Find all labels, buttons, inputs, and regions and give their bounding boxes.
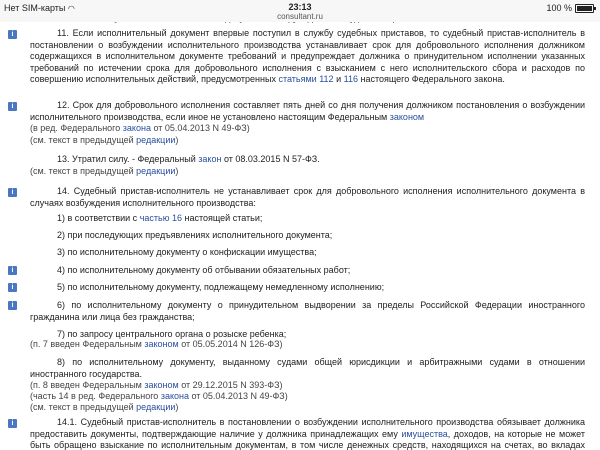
previous-edition-note: (см. текст в предыдущей редакции) [30,135,179,145]
info-icon[interactable]: i [8,419,17,428]
previous-edition-note: (см. текст в предыдущей редакции) [30,402,179,412]
link-article-112[interactable]: статьями 112 [278,74,334,84]
link-law[interactable]: закона [122,123,151,133]
link-law[interactable]: закон [198,154,222,164]
info-icon[interactable]: i [8,301,17,310]
status-bar [0,0,600,22]
edition-note: (п. 7 введен Федеральным законом от 05.05.2014 N 126-ФЗ) [30,339,283,349]
previous-edition-note: (см. текст в предыдущей редакции) [30,166,179,176]
info-icon[interactable]: i [8,283,17,292]
link-previous-edition[interactable]: редакции [136,166,176,176]
info-icon[interactable]: i [8,266,17,275]
link-previous-edition[interactable]: редакции [136,135,176,145]
link-law[interactable]: законом [389,111,425,122]
clock: 23:13 [288,2,312,12]
info-icon[interactable]: i [8,30,17,39]
link-part-16[interactable]: частью 16 [139,213,182,223]
link-previous-edition[interactable]: редакции [136,402,176,412]
link-law[interactable]: закона [160,391,189,401]
wifi-icon: ◠ [67,4,75,13]
battery-indicator: 100 % [546,3,594,13]
link-law[interactable]: законом [144,380,179,390]
cut-off-text [30,22,585,25]
link-law[interactable]: законом [144,339,179,349]
edition-note: (п. 8 введен Федеральным законом от 29.12.2015 N 393-ФЗ) [30,380,283,390]
edition-note: (в ред. Федерального закона от 05.04.2013 N 49-ФЗ) [30,123,250,133]
address-bar[interactable]: consultant.ru [277,12,323,21]
info-icon[interactable]: i [8,102,17,111]
edition-note: (часть 14 в ред. Федерального закона от 05.04.2013 N 49-ФЗ) [30,391,288,401]
battery-icon [575,4,594,13]
document-content[interactable]: i 11. Если исполнительный документ впервые поступил в службу судебных приставов, то судебный пристав-исполнитель в постановлении о возбуждении исполнительного производства устанавливает срок для добровольного исполнения должником содержащихся в исполнительном документе требований и предупреждает должника о принудительном исполнении указанных требований по истечении срока для добровольного исполнения с взысканием с него исполнительского сбора и расходов по совершению исполнительных действий, предусмотренных статьями 112 и 116 настоящего Федерального закона. i 12. Срок для добровольного исполнения составляет пять дней со дня получения должником постановления о возбуждении исполнительного производства, если иное не установлено настоящим Федеральным законом (в ред. Федерального закона от 05.04.2013 N 49-ФЗ) (см. текст в предыдущей редакции) 13. Утратил силу. - Федеральный закон от 08.03.2015 N 57-ФЗ. (см. текст в предыдущей редакции) i 14. Судебный пристав-исполнитель не устанавливает срок для добровольного исполнения исполнительного документа в случаях возбуждения исполнительного производства: 1) в соответствии с частью 16 настоящей статьи; 2) при последующих предъявлениях исполнительного документа; 3) по исполнительному документу о конфискации имущества; i 4) по исполнительному документу об отбывании обязательных работ; i 5) по исполнительному документу, подлежащему немедленному исполнению; i 6) по исполнительному документу о принудительном выдворении за пределы Российской Федерации иностранного гражданина или лица без гражданства; 7) по запросу центрального органа о розыске ребенка; (п. 7 введен Федеральным законом от 05.05.2014 N 126-ФЗ) 8) по исполнительному документу, выданному судами общей юрисдикции и арбитражными судами в отношении иностранного государства. (п. 8 введен Федеральным законом от 29.12.2015 N 393-ФЗ) (часть 14 в ред. Федерального закона от 05.04.2013 N 49-ФЗ) (см. текст в предыдущей редакции) i 14.1. Судебный пристав-исполнитель в постановлении о возбуждении исполнительного производства обязывает должника предоставить документы, подтверждающие наличие у должника принадлежащих ему имущества, доходов, на которые не может быть обращено взыскание по исполнительным документам, в том числе денежных средств, находящихся на счетах, во вкладах [0,22,600,450]
link-article-116[interactable]: 116 [343,74,358,84]
info-icon[interactable]: i [8,188,17,197]
link-property[interactable]: имущества [401,428,448,439]
carrier-label: Нет SIM-карты ◠ [4,3,75,13]
